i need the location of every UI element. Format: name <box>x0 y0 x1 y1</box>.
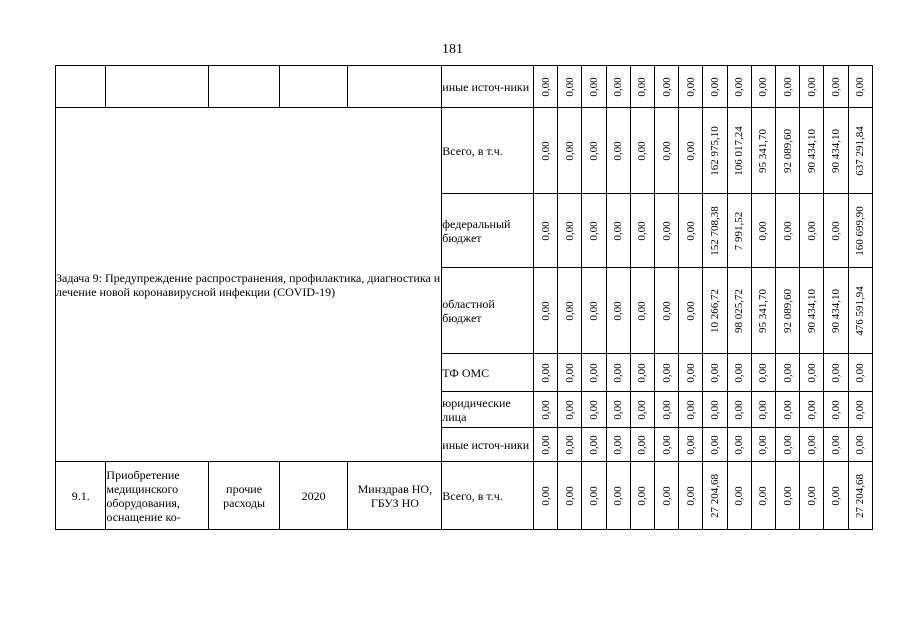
value-cell <box>679 462 703 530</box>
value-cell <box>606 194 630 268</box>
value-cell <box>534 428 558 462</box>
value-text: 0,00 <box>660 220 673 241</box>
value-text: 0,00 <box>781 434 794 455</box>
value-text: 0,00 <box>539 220 552 241</box>
value-text: 0,00 <box>660 300 673 321</box>
value-text: 0,00 <box>563 434 576 455</box>
value-cell <box>824 108 848 194</box>
value-text: 0,00 <box>539 399 552 420</box>
value-cell <box>751 354 775 392</box>
value-cell <box>800 194 824 268</box>
value-text: 0,00 <box>854 399 867 420</box>
value-text: 0,00 <box>781 76 794 97</box>
value-cell <box>655 108 679 194</box>
value-cell <box>655 392 679 428</box>
value-cell <box>703 462 727 530</box>
value-text: 0,00 <box>539 76 552 97</box>
value-cell <box>751 462 775 530</box>
value-cell <box>776 268 800 354</box>
funding-table <box>55 65 873 530</box>
value-text: 0,00 <box>757 76 770 97</box>
value-text: 95 341,70 <box>757 288 770 333</box>
funding-source: Всего, в т.ч. <box>442 462 534 530</box>
value-cell <box>751 108 775 194</box>
value-cell <box>558 354 582 392</box>
value-text: 0,00 <box>781 399 794 420</box>
value-text: 0,00 <box>660 140 673 161</box>
value-cell <box>582 428 606 462</box>
value-cell <box>534 392 558 428</box>
value-text: 160 699,90 <box>854 205 867 256</box>
value-cell <box>679 428 703 462</box>
value-cell <box>727 108 751 194</box>
value-cell <box>606 462 630 530</box>
value-text: 0,00 <box>588 220 601 241</box>
value-cell <box>558 194 582 268</box>
value-text: 0,00 <box>660 485 673 506</box>
value-text: 0,00 <box>539 362 552 383</box>
value-cell <box>848 108 872 194</box>
empty-cell <box>56 66 106 108</box>
value-text: 0,00 <box>612 140 625 161</box>
value-cell <box>534 268 558 354</box>
value-text: 0,00 <box>684 362 697 383</box>
value-text: 0,00 <box>636 362 649 383</box>
value-text: 0,00 <box>563 220 576 241</box>
table-row <box>56 66 873 108</box>
value-cell <box>558 462 582 530</box>
value-cell <box>558 392 582 428</box>
value-cell <box>800 354 824 392</box>
value-text: 0,00 <box>805 220 818 241</box>
value-cell <box>727 354 751 392</box>
item-number: 9.1. <box>56 462 106 530</box>
value-cell <box>606 392 630 428</box>
item-name: Приобретение медицинского оборудования, оснащение ко- <box>106 462 209 530</box>
value-text: 0,00 <box>757 399 770 420</box>
value-text: 0,00 <box>563 300 576 321</box>
value-text: 476 591,94 <box>854 285 867 336</box>
value-text: 0,00 <box>830 362 843 383</box>
value-text: 90 434,10 <box>805 128 818 173</box>
value-cell <box>630 66 654 108</box>
value-cell <box>848 268 872 354</box>
value-text: 0,00 <box>805 434 818 455</box>
funding-source: областной бюджет <box>442 268 534 354</box>
value-cell <box>534 462 558 530</box>
value-cell <box>848 66 872 108</box>
value-cell <box>751 392 775 428</box>
value-text: 7 991,52 <box>733 211 746 250</box>
value-text: 0,00 <box>733 434 746 455</box>
value-text: 0,00 <box>805 485 818 506</box>
value-cell <box>727 428 751 462</box>
value-text: 0,00 <box>563 76 576 97</box>
value-cell <box>655 268 679 354</box>
value-text: 0,00 <box>539 140 552 161</box>
value-cell <box>703 392 727 428</box>
value-cell <box>751 194 775 268</box>
value-text: 0,00 <box>636 220 649 241</box>
value-cell <box>630 392 654 428</box>
value-cell <box>630 194 654 268</box>
value-cell <box>848 354 872 392</box>
value-cell <box>848 462 872 530</box>
value-cell <box>824 392 848 428</box>
value-text: 0,00 <box>709 399 722 420</box>
value-text: 90 434,10 <box>830 288 843 333</box>
value-cell <box>534 194 558 268</box>
value-text: 0,00 <box>588 399 601 420</box>
value-cell <box>534 108 558 194</box>
value-text: 637 291,84 <box>854 125 867 176</box>
value-cell <box>582 194 606 268</box>
value-cell <box>655 66 679 108</box>
value-cell <box>582 462 606 530</box>
value-cell <box>776 108 800 194</box>
value-cell <box>727 66 751 108</box>
value-cell <box>558 108 582 194</box>
value-cell <box>703 428 727 462</box>
value-text: 0,00 <box>733 362 746 383</box>
empty-cell <box>279 66 348 108</box>
value-cell <box>558 66 582 108</box>
value-cell <box>655 194 679 268</box>
value-text: 0,00 <box>588 76 601 97</box>
value-text: 0,00 <box>612 300 625 321</box>
value-cell <box>800 392 824 428</box>
value-cell <box>679 108 703 194</box>
value-cell <box>630 354 654 392</box>
empty-cell <box>209 66 280 108</box>
value-text: 106 017,24 <box>733 125 746 176</box>
value-text: 0,00 <box>757 220 770 241</box>
value-cell <box>606 354 630 392</box>
value-text: 0,00 <box>684 220 697 241</box>
item-year: 2020 <box>279 462 348 530</box>
value-cell <box>848 428 872 462</box>
value-cell <box>800 268 824 354</box>
value-text: 0,00 <box>636 399 649 420</box>
funding-source: иные источ-ники <box>442 428 534 462</box>
funding-source: иные источ-ники <box>442 66 534 108</box>
value-cell <box>751 428 775 462</box>
value-text: 0,00 <box>854 362 867 383</box>
value-cell <box>534 66 558 108</box>
value-text: 0,00 <box>660 399 673 420</box>
value-text: 0,00 <box>830 434 843 455</box>
value-cell <box>824 462 848 530</box>
value-cell <box>655 462 679 530</box>
value-cell <box>582 108 606 194</box>
table-row <box>56 108 873 194</box>
value-cell <box>848 392 872 428</box>
value-text: 90 434,10 <box>805 288 818 333</box>
funding-source: федеральный бюджет <box>442 194 534 268</box>
value-text: 0,00 <box>563 399 576 420</box>
value-cell <box>703 268 727 354</box>
value-text: 0,00 <box>636 485 649 506</box>
empty-cell <box>106 66 209 108</box>
value-text: 0,00 <box>805 362 818 383</box>
value-cell <box>727 194 751 268</box>
value-cell <box>679 66 703 108</box>
funding-source: ТФ ОМС <box>442 354 534 392</box>
value-cell <box>751 66 775 108</box>
value-cell <box>703 108 727 194</box>
value-text: 98 025,72 <box>733 288 746 333</box>
value-cell <box>800 108 824 194</box>
value-cell <box>558 428 582 462</box>
page-number: 181 <box>442 42 463 57</box>
value-cell <box>824 268 848 354</box>
value-text: 0,00 <box>684 485 697 506</box>
value-cell <box>848 194 872 268</box>
value-cell <box>776 392 800 428</box>
value-cell <box>800 428 824 462</box>
value-text: 0,00 <box>588 362 601 383</box>
empty-cell <box>348 66 442 108</box>
value-cell <box>582 354 606 392</box>
value-cell <box>558 268 582 354</box>
value-cell <box>776 428 800 462</box>
value-cell <box>606 66 630 108</box>
value-cell <box>606 428 630 462</box>
value-text: 0,00 <box>684 399 697 420</box>
value-text: 95 341,70 <box>757 128 770 173</box>
value-text: 0,00 <box>660 76 673 97</box>
value-cell <box>679 392 703 428</box>
value-text: 0,00 <box>781 362 794 383</box>
value-text: 0,00 <box>757 434 770 455</box>
table-row-item-9-1 <box>56 462 873 530</box>
value-text: 0,00 <box>733 485 746 506</box>
value-cell <box>727 462 751 530</box>
item-executor: Минздрав НО, ГБУЗ НО <box>348 462 442 530</box>
value-text: 90 434,10 <box>830 128 843 173</box>
value-text: 0,00 <box>539 434 552 455</box>
value-cell <box>800 462 824 530</box>
value-text: 27 204,68 <box>854 473 867 518</box>
value-text: 0,00 <box>805 76 818 97</box>
value-cell <box>630 268 654 354</box>
value-cell <box>606 108 630 194</box>
value-cell <box>582 268 606 354</box>
value-text: 0,00 <box>830 220 843 241</box>
value-cell <box>582 392 606 428</box>
value-text: 0,00 <box>830 399 843 420</box>
value-text: 0,00 <box>588 485 601 506</box>
value-cell <box>776 66 800 108</box>
value-cell <box>751 268 775 354</box>
value-text: 0,00 <box>684 300 697 321</box>
funding-source: юридические лица <box>442 392 534 428</box>
value-cell <box>655 354 679 392</box>
value-cell <box>824 428 848 462</box>
value-text: 0,00 <box>636 300 649 321</box>
value-text: 0,00 <box>757 485 770 506</box>
value-text: 0,00 <box>612 485 625 506</box>
value-text: 0,00 <box>805 399 818 420</box>
value-text: 0,00 <box>612 220 625 241</box>
value-text: 0,00 <box>660 434 673 455</box>
funding-source: Всего, в т.ч. <box>442 108 534 194</box>
value-text: 0,00 <box>854 76 867 97</box>
value-cell <box>776 194 800 268</box>
value-text: 0,00 <box>539 485 552 506</box>
task-title: Задача 9: Предупреждение распространения, профилактика, диагностика и лечение новой коронавирусной инфекции (COVID-19) <box>56 108 442 462</box>
expense-type: прочие расходы <box>209 462 280 530</box>
value-cell <box>800 66 824 108</box>
value-text: 0,00 <box>684 434 697 455</box>
value-cell <box>606 268 630 354</box>
value-cell <box>630 108 654 194</box>
value-text: 0,00 <box>588 434 601 455</box>
value-text: 152 708,38 <box>709 205 722 256</box>
value-cell <box>824 194 848 268</box>
value-text: 0,00 <box>636 140 649 161</box>
value-text: 0,00 <box>588 140 601 161</box>
value-text: 0,00 <box>781 485 794 506</box>
value-cell <box>582 66 606 108</box>
value-text: 92 089,60 <box>781 288 794 333</box>
value-text: 27 204,68 <box>709 473 722 518</box>
value-text: 0,00 <box>709 76 722 97</box>
value-text: 0,00 <box>612 362 625 383</box>
value-text: 0,00 <box>830 485 843 506</box>
value-text: 0,00 <box>612 76 625 97</box>
value-text: 0,00 <box>709 434 722 455</box>
value-cell <box>703 194 727 268</box>
value-cell <box>655 428 679 462</box>
value-text: 0,00 <box>660 362 673 383</box>
value-text: 0,00 <box>612 434 625 455</box>
value-text: 0,00 <box>612 399 625 420</box>
value-text: 0,00 <box>757 362 770 383</box>
value-text: 0,00 <box>684 76 697 97</box>
value-cell <box>727 392 751 428</box>
value-text: 92 089,60 <box>781 128 794 173</box>
value-cell <box>776 354 800 392</box>
value-text: 0,00 <box>684 140 697 161</box>
value-cell <box>703 354 727 392</box>
value-text: 0,00 <box>563 485 576 506</box>
value-cell <box>534 354 558 392</box>
value-cell <box>824 354 848 392</box>
value-cell <box>727 268 751 354</box>
value-text: 0,00 <box>539 300 552 321</box>
value-text: 0,00 <box>563 362 576 383</box>
value-cell <box>679 268 703 354</box>
value-text: 0,00 <box>636 434 649 455</box>
value-cell <box>679 194 703 268</box>
value-cell <box>630 462 654 530</box>
value-text: 0,00 <box>733 76 746 97</box>
value-cell <box>824 66 848 108</box>
value-text: 0,00 <box>588 300 601 321</box>
value-text: 0,00 <box>636 76 649 97</box>
value-cell <box>776 462 800 530</box>
value-text: 10 266,72 <box>709 288 722 333</box>
value-text: 0,00 <box>830 76 843 97</box>
value-cell <box>630 428 654 462</box>
value-text: 0,00 <box>563 140 576 161</box>
value-text: 0,00 <box>854 434 867 455</box>
value-text: 0,00 <box>781 220 794 241</box>
value-text: 0,00 <box>709 362 722 383</box>
value-text: 162 975,10 <box>709 125 722 176</box>
value-cell <box>679 354 703 392</box>
value-text: 0,00 <box>733 399 746 420</box>
value-cell <box>703 66 727 108</box>
